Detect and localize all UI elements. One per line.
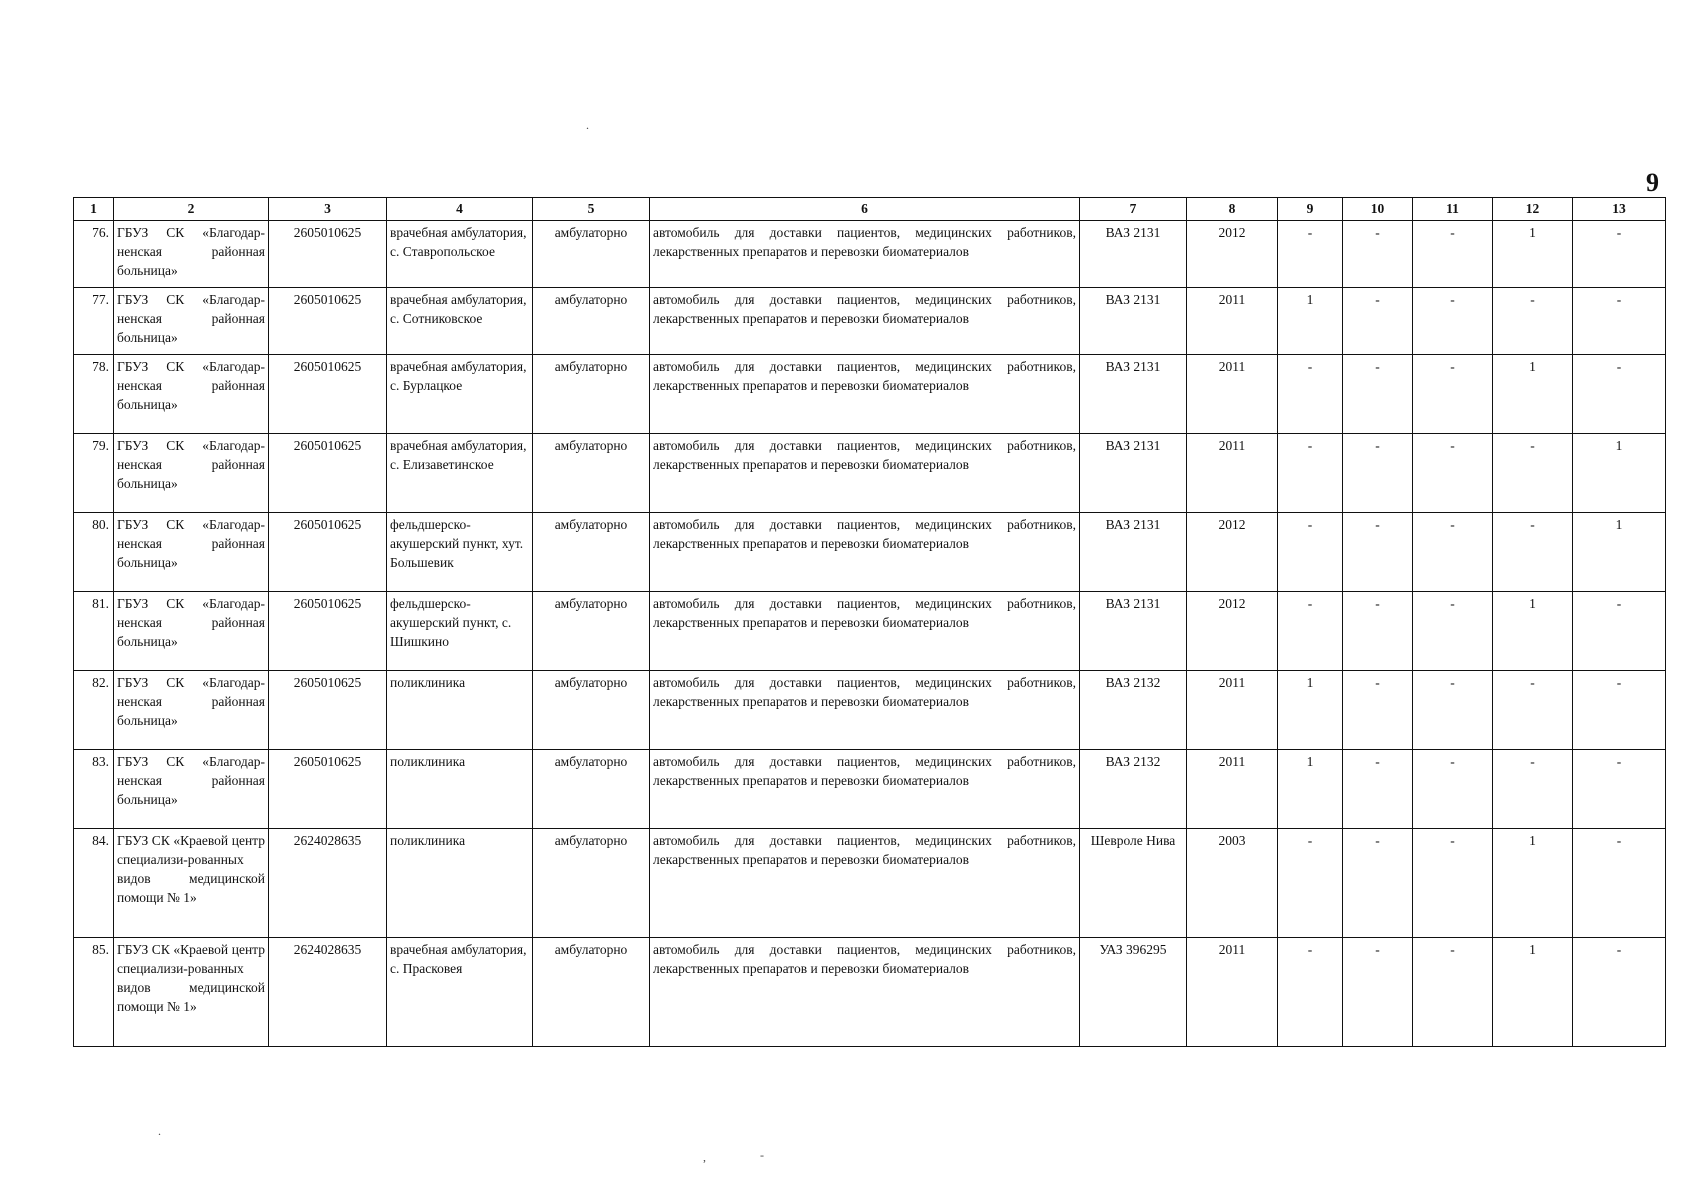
cell-col-10: - bbox=[1343, 592, 1413, 671]
cell-col-9: 1 bbox=[1278, 750, 1343, 829]
row-number: 82. bbox=[74, 671, 114, 750]
cell-col-12: 1 bbox=[1493, 355, 1573, 434]
vehicle-purpose: автомобиль для доставки пациентов, медицинских работников, лекарственных препаратов и перевозки биоматериалов bbox=[650, 829, 1080, 938]
table-row bbox=[74, 938, 1666, 1047]
cell-col-12: - bbox=[1493, 513, 1573, 592]
vehicle-registry-table bbox=[73, 197, 1666, 1047]
cell-col-11: - bbox=[1413, 750, 1493, 829]
vehicle-purpose: автомобиль для доставки пациентов, медицинских работников, лекарственных препаратов и перевозки биоматериалов bbox=[650, 221, 1080, 288]
organization-name: ГБУЗ СК «Благодар-ненская районная больница» bbox=[114, 750, 269, 829]
cell-col-11: - bbox=[1413, 434, 1493, 513]
cell-col-13: - bbox=[1573, 750, 1666, 829]
vehicle-year: 2011 bbox=[1187, 750, 1278, 829]
facility-location: фельдшерско-акушерский пункт, хут. Большевик bbox=[387, 513, 533, 592]
facility-location: врачебная амбулатория, с. Прасковея bbox=[387, 938, 533, 1047]
care-type: амбулаторно bbox=[533, 288, 650, 355]
facility-location: врачебная амбулатория, с. Елизаветинское bbox=[387, 434, 533, 513]
cell-col-10: - bbox=[1343, 829, 1413, 938]
cell-col-12: - bbox=[1493, 288, 1573, 355]
row-number: 85. bbox=[74, 938, 114, 1047]
organization-name: ГБУЗ СК «Благодар-ненская районная больница» bbox=[114, 434, 269, 513]
column-header: 6 bbox=[650, 198, 1080, 221]
cell-col-10: - bbox=[1343, 288, 1413, 355]
facility-location: фельдшерско-акушерский пункт, с. Шишкино bbox=[387, 592, 533, 671]
care-type: амбулаторно bbox=[533, 355, 650, 434]
table-row bbox=[74, 355, 1666, 434]
scan-artifact: , bbox=[703, 1150, 706, 1164]
cell-col-10: - bbox=[1343, 671, 1413, 750]
column-header: 8 bbox=[1187, 198, 1278, 221]
facility-location: врачебная амбулатория, с. Ставропольское bbox=[387, 221, 533, 288]
vehicle-model: ВАЗ 2131 bbox=[1080, 592, 1187, 671]
vehicle-model: ВАЗ 2131 bbox=[1080, 513, 1187, 592]
cell-col-10: - bbox=[1343, 750, 1413, 829]
cell-col-9: - bbox=[1278, 592, 1343, 671]
organization-name: ГБУЗ СК «Благодар-ненская районная больница» bbox=[114, 288, 269, 355]
column-header: 12 bbox=[1493, 198, 1573, 221]
vehicle-year: 2012 bbox=[1187, 513, 1278, 592]
vehicle-purpose: автомобиль для доставки пациентов, медицинских работников, лекарственных препаратов и перевозки биоматериалов bbox=[650, 288, 1080, 355]
vehicle-model: УАЗ 396295 bbox=[1080, 938, 1187, 1047]
organization-name: ГБУЗ СК «Благодар-ненская районная больница» bbox=[114, 671, 269, 750]
table-row bbox=[74, 592, 1666, 671]
cell-col-9: - bbox=[1278, 221, 1343, 288]
cell-col-9: - bbox=[1278, 513, 1343, 592]
cell-col-9: 1 bbox=[1278, 671, 1343, 750]
vehicle-model: Шевроле Нива bbox=[1080, 829, 1187, 938]
cell-col-11: - bbox=[1413, 288, 1493, 355]
scan-artifact: . bbox=[158, 1124, 161, 1138]
cell-col-13: 1 bbox=[1573, 513, 1666, 592]
cell-col-12: 1 bbox=[1493, 938, 1573, 1047]
cell-col-12: 1 bbox=[1493, 829, 1573, 938]
care-type: амбулаторно bbox=[533, 938, 650, 1047]
vehicle-model: ВАЗ 2132 bbox=[1080, 750, 1187, 829]
row-number: 78. bbox=[74, 355, 114, 434]
vehicle-model: ВАЗ 2131 bbox=[1080, 221, 1187, 288]
table-row bbox=[74, 671, 1666, 750]
cell-col-10: - bbox=[1343, 434, 1413, 513]
cell-col-12: - bbox=[1493, 434, 1573, 513]
cell-col-11: - bbox=[1413, 592, 1493, 671]
organization-name: ГБУЗ СК «Краевой центр специализи-рованных видов медицинской помощи № 1» bbox=[114, 938, 269, 1047]
inn-code: 2605010625 bbox=[269, 671, 387, 750]
vehicle-model: ВАЗ 2131 bbox=[1080, 355, 1187, 434]
cell-col-10: - bbox=[1343, 221, 1413, 288]
cell-col-11: - bbox=[1413, 513, 1493, 592]
cell-col-13: - bbox=[1573, 221, 1666, 288]
row-number: 79. bbox=[74, 434, 114, 513]
vehicle-model: ВАЗ 2132 bbox=[1080, 671, 1187, 750]
cell-col-12: - bbox=[1493, 750, 1573, 829]
vehicle-purpose: автомобиль для доставки пациентов, медицинских работников, лекарственных препаратов и перевозки биоматериалов bbox=[650, 671, 1080, 750]
column-header: 5 bbox=[533, 198, 650, 221]
inn-code: 2605010625 bbox=[269, 355, 387, 434]
inn-code: 2624028635 bbox=[269, 829, 387, 938]
facility-location: поликлиника bbox=[387, 671, 533, 750]
row-number: 77. bbox=[74, 288, 114, 355]
cell-col-13: 1 bbox=[1573, 434, 1666, 513]
vehicle-purpose: автомобиль для доставки пациентов, медицинских работников, лекарственных препаратов и перевозки биоматериалов bbox=[650, 513, 1080, 592]
vehicle-purpose: автомобиль для доставки пациентов, медицинских работников, лекарственных препаратов и перевозки биоматериалов bbox=[650, 592, 1080, 671]
page-number: 9 bbox=[1646, 168, 1659, 197]
organization-name: ГБУЗ СК «Благодар-ненская районная больница» bbox=[114, 513, 269, 592]
care-type: амбулаторно bbox=[533, 592, 650, 671]
vehicle-year: 2011 bbox=[1187, 938, 1278, 1047]
row-number: 84. bbox=[74, 829, 114, 938]
care-type: амбулаторно bbox=[533, 221, 650, 288]
vehicle-model: ВАЗ 2131 bbox=[1080, 288, 1187, 355]
organization-name: ГБУЗ СК «Благодар-ненская районная больница» bbox=[114, 221, 269, 288]
inn-code: 2605010625 bbox=[269, 750, 387, 829]
row-number: 76. bbox=[74, 221, 114, 288]
inn-code: 2624028635 bbox=[269, 938, 387, 1047]
table-row bbox=[74, 288, 1666, 355]
vehicle-year: 2012 bbox=[1187, 592, 1278, 671]
care-type: амбулаторно bbox=[533, 434, 650, 513]
facility-location: врачебная амбулатория, с. Сотниковское bbox=[387, 288, 533, 355]
care-type: амбулаторно bbox=[533, 750, 650, 829]
cell-col-10: - bbox=[1343, 513, 1413, 592]
table-row bbox=[74, 829, 1666, 938]
organization-name: ГБУЗ СК «Благодар-ненская районная больница» bbox=[114, 592, 269, 671]
table-row bbox=[74, 221, 1666, 288]
cell-col-11: - bbox=[1413, 671, 1493, 750]
vehicle-year: 2012 bbox=[1187, 221, 1278, 288]
cell-col-13: - bbox=[1573, 938, 1666, 1047]
vehicle-model: ВАЗ 2131 bbox=[1080, 434, 1187, 513]
column-header: 3 bbox=[269, 198, 387, 221]
scan-artifact: . bbox=[586, 118, 589, 132]
facility-location: поликлиника bbox=[387, 750, 533, 829]
cell-col-9: - bbox=[1278, 434, 1343, 513]
vehicle-year: 2011 bbox=[1187, 288, 1278, 355]
column-header: 9 bbox=[1278, 198, 1343, 221]
cell-col-10: - bbox=[1343, 355, 1413, 434]
column-header: 4 bbox=[387, 198, 533, 221]
column-header: 10 bbox=[1343, 198, 1413, 221]
inn-code: 2605010625 bbox=[269, 513, 387, 592]
vehicle-purpose: автомобиль для доставки пациентов, медицинских работников, лекарственных препаратов и перевозки биоматериалов bbox=[650, 938, 1080, 1047]
care-type: амбулаторно bbox=[533, 513, 650, 592]
scan-artifact: - bbox=[760, 1148, 764, 1162]
care-type: амбулаторно bbox=[533, 671, 650, 750]
inn-code: 2605010625 bbox=[269, 434, 387, 513]
table-row bbox=[74, 750, 1666, 829]
cell-col-13: - bbox=[1573, 355, 1666, 434]
cell-col-11: - bbox=[1413, 938, 1493, 1047]
facility-location: врачебная амбулатория, с. Бурлацкое bbox=[387, 355, 533, 434]
cell-col-9: 1 bbox=[1278, 288, 1343, 355]
cell-col-9: - bbox=[1278, 829, 1343, 938]
column-header: 11 bbox=[1413, 198, 1493, 221]
cell-col-12: 1 bbox=[1493, 221, 1573, 288]
care-type: амбулаторно bbox=[533, 829, 650, 938]
cell-col-9: - bbox=[1278, 355, 1343, 434]
facility-location: поликлиника bbox=[387, 829, 533, 938]
vehicle-purpose: автомобиль для доставки пациентов, медицинских работников, лекарственных препаратов и перевозки биоматериалов bbox=[650, 355, 1080, 434]
vehicle-purpose: автомобиль для доставки пациентов, медицинских работников, лекарственных препаратов и перевозки биоматериалов bbox=[650, 750, 1080, 829]
vehicle-purpose: автомобиль для доставки пациентов, медицинских работников, лекарственных препаратов и перевозки биоматериалов bbox=[650, 434, 1080, 513]
vehicle-year: 2011 bbox=[1187, 355, 1278, 434]
column-header: 7 bbox=[1080, 198, 1187, 221]
inn-code: 2605010625 bbox=[269, 592, 387, 671]
row-number: 81. bbox=[74, 592, 114, 671]
cell-col-12: 1 bbox=[1493, 592, 1573, 671]
row-number: 83. bbox=[74, 750, 114, 829]
cell-col-13: - bbox=[1573, 592, 1666, 671]
vehicle-year: 2011 bbox=[1187, 434, 1278, 513]
cell-col-12: - bbox=[1493, 671, 1573, 750]
cell-col-9: - bbox=[1278, 938, 1343, 1047]
organization-name: ГБУЗ СК «Краевой центр специализи-рованных видов медицинской помощи № 1» bbox=[114, 829, 269, 938]
organization-name: ГБУЗ СК «Благодар-ненская районная больница» bbox=[114, 355, 269, 434]
column-header: 1 bbox=[74, 198, 114, 221]
cell-col-13: - bbox=[1573, 288, 1666, 355]
vehicle-year: 2003 bbox=[1187, 829, 1278, 938]
vehicle-year: 2011 bbox=[1187, 671, 1278, 750]
column-header: 13 bbox=[1573, 198, 1666, 221]
cell-col-13: - bbox=[1573, 671, 1666, 750]
table-row bbox=[74, 434, 1666, 513]
cell-col-13: - bbox=[1573, 829, 1666, 938]
cell-col-11: - bbox=[1413, 829, 1493, 938]
cell-col-11: - bbox=[1413, 355, 1493, 434]
row-number: 80. bbox=[74, 513, 114, 592]
column-header: 2 bbox=[114, 198, 269, 221]
cell-col-11: - bbox=[1413, 221, 1493, 288]
column-number-row bbox=[74, 198, 1666, 221]
table-row bbox=[74, 513, 1666, 592]
cell-col-10: - bbox=[1343, 938, 1413, 1047]
inn-code: 2605010625 bbox=[269, 221, 387, 288]
inn-code: 2605010625 bbox=[269, 288, 387, 355]
